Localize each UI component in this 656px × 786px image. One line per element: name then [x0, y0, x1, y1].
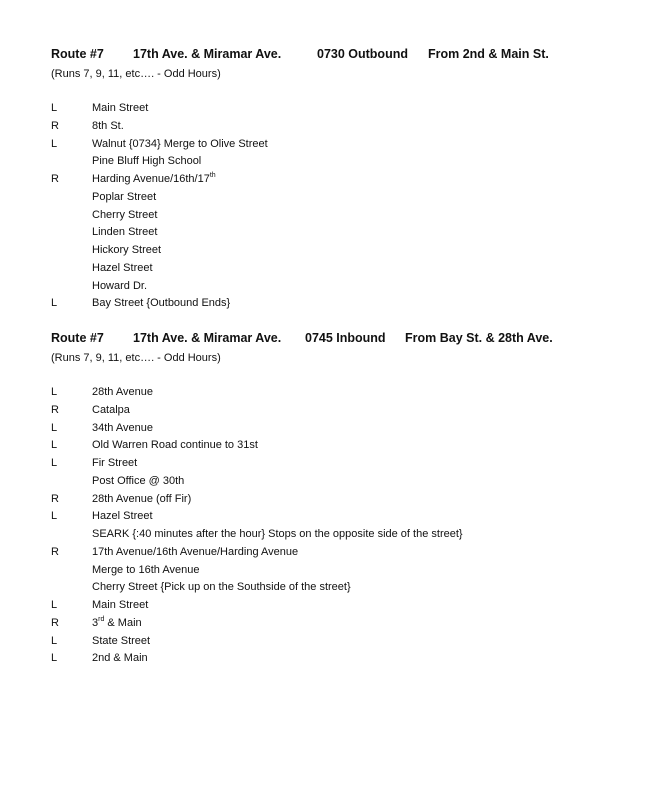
ordinal-suffix: th [209, 172, 216, 179]
step-text: SEARK {:40 minutes after the hour} Stops on the opposite side of the street} [92, 528, 463, 540]
turn-direction: R [51, 616, 59, 629]
step-text: Harding Avenue/16th/17 [92, 173, 210, 185]
route-step [51, 473, 656, 491]
turn-direction: R [51, 403, 59, 416]
step-text: Linden Street [92, 226, 158, 239]
outbound-location: 17th Ave. & Miramar Ave. [133, 47, 282, 61]
outbound-steps [51, 100, 656, 313]
step-text: Hazel Street [92, 261, 153, 274]
outbound-origin: From 2nd & Main St. [428, 47, 549, 61]
step-description [92, 615, 142, 633]
turn-direction: R [51, 119, 59, 132]
turn-direction: L [51, 421, 58, 434]
step-text: Catalpa [92, 403, 130, 416]
step-text: Old Warren Road continue to 31st [92, 439, 258, 452]
inbound-header [51, 331, 656, 349]
step-text: State Street [92, 634, 151, 647]
step-text: 8th St. [92, 119, 124, 132]
route-step [51, 526, 656, 544]
route-step [51, 100, 656, 118]
turn-direction: L [51, 599, 58, 611]
route-step [51, 278, 656, 296]
step-description [92, 171, 216, 189]
step-description [92, 579, 351, 597]
step-description [92, 650, 148, 668]
route-step [51, 242, 656, 260]
turn-direction: R [51, 545, 59, 558]
step-description [92, 597, 148, 615]
route-step [51, 562, 656, 580]
route-step [51, 615, 656, 633]
step-description [92, 242, 161, 260]
route-step [51, 136, 656, 154]
turn-direction: L [51, 510, 58, 523]
step-text: Fir Street [92, 457, 138, 469]
step-description [92, 118, 124, 136]
step-text: 28th Avenue [92, 386, 153, 398]
inbound-location: 17th Ave. & Miramar Ave. [133, 331, 282, 345]
step-description [92, 384, 153, 402]
step-text: Cherry Street [92, 208, 158, 221]
turn-direction: R [51, 492, 59, 505]
turn-direction: R [51, 173, 59, 185]
outbound-time: 0730 Outbound [317, 47, 408, 61]
step-description [92, 207, 157, 225]
route-step [51, 171, 656, 189]
outbound-route: Route #7 [51, 47, 104, 61]
step-description [92, 402, 130, 420]
step-description [92, 544, 298, 562]
route-step [51, 650, 656, 668]
step-description [92, 491, 191, 509]
step-text: 3 [92, 616, 99, 629]
route-step [51, 153, 656, 171]
step-text: 17th Avenue/16th Avenue/Harding Avenue [92, 545, 299, 558]
route-step [51, 579, 656, 597]
step-text: Main Street [92, 102, 149, 114]
inbound-steps [51, 384, 656, 668]
outbound-note: (Runs 7, 9, 11, etc…. - Odd Hours) [51, 68, 221, 80]
step-description [92, 295, 230, 313]
step-description [92, 189, 156, 207]
route-step [51, 455, 656, 473]
route-step [51, 384, 656, 402]
inbound-origin: From Bay St. & 28th Ave. [405, 331, 553, 345]
inbound-route: Route #7 [51, 331, 104, 345]
step-description [92, 136, 268, 154]
step-text: Main Street [92, 599, 149, 611]
ordinal-suffix: rd [98, 615, 105, 623]
step-text: Bay Street {Outbound Ends} [92, 297, 231, 310]
step-description [92, 224, 157, 242]
route-step [51, 224, 656, 242]
inbound-schedule [51, 331, 656, 668]
turn-direction: L [51, 652, 58, 665]
route-step [51, 402, 656, 420]
outbound-schedule [51, 47, 656, 313]
step-description [92, 562, 199, 580]
route-step [51, 508, 656, 526]
step-description [92, 633, 150, 651]
step-description [92, 473, 184, 491]
turn-direction: L [51, 439, 58, 452]
step-description [92, 420, 153, 438]
step-description [92, 278, 147, 296]
turn-direction: L [51, 457, 58, 469]
step-description [92, 526, 463, 544]
step-text: 2nd & Main [92, 652, 148, 665]
inbound-time: 0745 Inbound [305, 331, 386, 345]
step-description [92, 153, 201, 171]
step-text: Hickory Street [92, 244, 162, 256]
step-text: Pine Bluff High School [92, 155, 202, 168]
route-step [51, 437, 656, 455]
turn-direction: L [51, 386, 58, 398]
outbound-header [51, 47, 656, 65]
route-step [51, 118, 656, 136]
step-description [92, 508, 153, 526]
step-text: Post Office @ 30th [92, 474, 185, 487]
step-text: 28th Avenue (off Fir) [92, 492, 192, 505]
route-step [51, 260, 656, 278]
turn-direction: L [51, 297, 58, 310]
route-step [51, 597, 656, 615]
step-description [92, 437, 258, 455]
step-text: Cherry Street {Pick up on the Southside of the street} [92, 581, 351, 594]
step-text: Merge to 16th Avenue [92, 563, 200, 576]
step-text: Walnut {0734} Merge to Olive Street [92, 137, 268, 150]
route-step [51, 544, 656, 562]
route-step [51, 207, 656, 225]
route-step [51, 633, 656, 651]
turn-direction: L [51, 634, 58, 647]
route-step [51, 491, 656, 509]
step-description [92, 100, 148, 118]
turn-direction: L [51, 137, 58, 150]
route-step [51, 295, 656, 313]
step-description [92, 455, 137, 473]
route-step [51, 420, 656, 438]
step-text: Poplar Street [92, 190, 157, 203]
route-step [51, 189, 656, 207]
step-description [92, 260, 153, 278]
step-text: Howard Dr. [92, 279, 148, 292]
step-text-continued: & Main [104, 616, 142, 629]
step-text: Hazel Street [92, 510, 153, 523]
inbound-note: (Runs 7, 9, 11, etc…. - Odd Hours) [51, 352, 221, 364]
turn-direction: L [51, 102, 58, 114]
step-text: 34th Avenue [92, 421, 153, 434]
